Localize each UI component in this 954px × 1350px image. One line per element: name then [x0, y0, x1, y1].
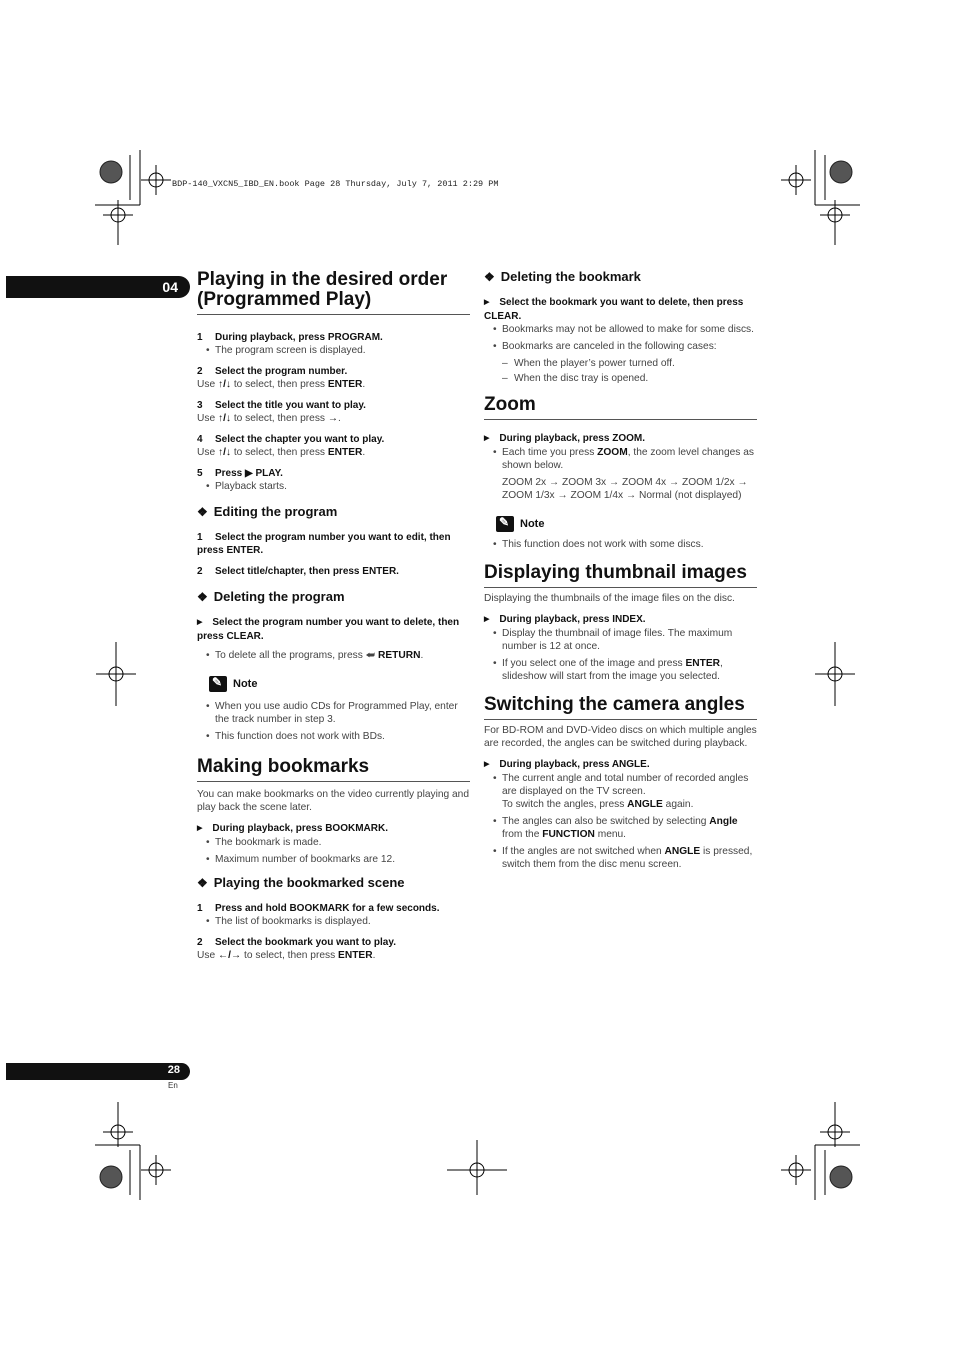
bullet: • The current angle and total number of recorded angles are displayed on the TV screen. To switch the angles, press ANGLE again.	[484, 772, 757, 811]
step: ▶ During playback, press ZOOM.	[484, 432, 757, 446]
page-number: 28	[167, 1064, 180, 1076]
chapter-number: 04	[162, 279, 178, 295]
zoom-sequence: ZOOM 2x → ZOOM 3x → ZOOM 4x → ZOOM 1/2x →	[502, 477, 748, 488]
step: 2 Select title/chapter, then press ENTER.	[197, 566, 399, 577]
bullet: • The angles can also be switched by selecting Angle from the FUNCTION menu.	[484, 815, 757, 841]
bullet: • Bookmarks are canceled in the following cases:	[484, 340, 757, 353]
bullet: • Playback starts.	[197, 480, 470, 493]
bullet: • This function does not work with some discs.	[484, 538, 757, 551]
instruction: Use ↑/↓ to select, then press ENTER.	[197, 379, 366, 390]
left-column	[197, 270, 470, 962]
paragraph: For BD-ROM and DVD-Video discs on which multiple angles are recorded, the angles can be switched during playback.	[484, 725, 757, 749]
step: 2 Select the program number.	[197, 366, 348, 377]
heading-deleting-bookmark: ❖ Deleting the bookmark	[484, 269, 641, 284]
bullet: • This function does not work with BDs.	[197, 730, 470, 743]
heading-deleting-program: ❖ Deleting the program	[197, 589, 345, 604]
bullet: • Display the thumbnail of image files. The maximum number is 12 at once.	[484, 627, 757, 653]
bullet: • When you use audio CDs for Programmed Play, enter the track number in step 3.	[197, 700, 470, 726]
step: ▶ Select the bookmark you want to delete, then press CLEAR.	[484, 296, 757, 323]
step: ▶ During playback, press ANGLE.	[484, 758, 757, 772]
bullet: • Maximum number of bookmarks are 12.	[197, 853, 470, 866]
heading-editing-program: ❖ Editing the program	[197, 504, 338, 519]
dash-item: – When the player’s power turned off.	[484, 357, 757, 370]
chapter-tab	[6, 276, 190, 298]
note-heading: ✎ Note	[484, 516, 757, 532]
page-language: En	[168, 1081, 178, 1090]
return-icon: ⮨	[365, 650, 376, 661]
bullet: • The bookmark is made.	[197, 836, 470, 849]
step: 1 Select the program number you want to edit, then press ENTER.	[197, 532, 451, 556]
step: ▶ During playback, press BOOKMARK.	[197, 822, 470, 836]
step: 2 Select the bookmark you want to play.	[197, 937, 396, 948]
dash-item: – When the disc tray is opened.	[484, 372, 757, 385]
note-icon	[209, 676, 227, 692]
heading-thumbnail-images: Displaying thumbnail images	[484, 563, 757, 588]
right-column	[484, 270, 757, 871]
step: ▶ During playback, press INDEX.	[484, 613, 757, 627]
instruction: Use ←/→ to select, then press ENTER.	[197, 950, 376, 961]
step: 5 Press ▶ PLAY.	[197, 468, 283, 479]
instruction: Use ↑/↓ to select, then press →.	[197, 413, 341, 424]
heading-camera-angles: Switching the camera angles	[484, 695, 757, 720]
bullet: • Each time you press ZOOM, the zoom level changes as shown below.	[484, 446, 757, 472]
bullet: • To delete all the programs, press ⮨ RETURN.	[197, 649, 470, 662]
bullet: • The program screen is displayed.	[197, 344, 470, 357]
step: 3 Select the title you want to play.	[197, 400, 366, 411]
heading-zoom: Zoom	[484, 395, 757, 420]
bullet: • Bookmarks may not be allowed to make for some discs.	[484, 323, 757, 336]
heading-making-bookmarks: Making bookmarks	[197, 757, 470, 782]
bullet: • The list of bookmarks is displayed.	[197, 915, 470, 928]
print-header: BDP-140_VXCN5_IBD_EN.book Page 28 Thursday, July 7, 2011 2:29 PM	[172, 179, 499, 189]
note-icon	[496, 516, 514, 532]
step: 4 Select the chapter you want to play.	[197, 434, 385, 445]
paragraph: You can make bookmarks on the video currently playing and play back the scene later.	[197, 789, 470, 813]
zoom-sequence: ZOOM 1/3x → ZOOM 1/4x → Normal (not displayed)	[502, 490, 742, 501]
note-heading: ✎ Note	[197, 676, 470, 692]
step: ▶ Select the program number you want to delete, then press CLEAR.	[197, 616, 470, 643]
step: 1 Press and hold BOOKMARK for a few seconds.	[197, 903, 440, 914]
instruction: Use ↑/↓ to select, then press ENTER.	[197, 447, 366, 458]
heading-bookmarked-scene: ❖ Playing the bookmarked scene	[197, 875, 405, 890]
bullet: • If the angles are not switched when ANGLE is pressed, switch them from the disc menu screen.	[484, 845, 757, 871]
step: 1 During playback, press PROGRAM.	[197, 332, 383, 343]
bullet: • If you select one of the image and press ENTER, slideshow will start from the image you selected.	[484, 657, 757, 683]
page-number-tab	[6, 1063, 190, 1080]
paragraph: Displaying the thumbnails of the image files on the disc.	[484, 593, 735, 604]
heading-programmed-play: Playing in the desired order (Programmed Play)	[197, 270, 470, 315]
